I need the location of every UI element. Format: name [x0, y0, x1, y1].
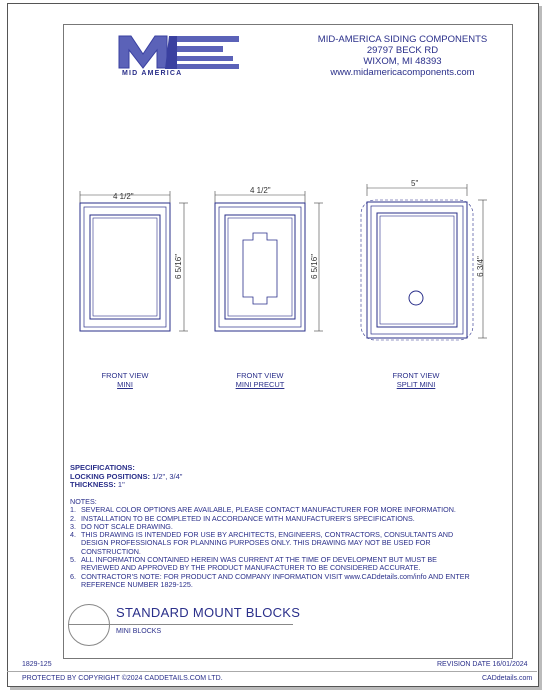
thickness-value: 1" — [115, 480, 125, 489]
mid-america-logo — [117, 34, 247, 87]
company-name: MID-AMERICA SIDING COMPONENTS — [317, 34, 488, 45]
company-website[interactable]: www.midamericacomponents.com — [330, 67, 475, 78]
caddetails-link[interactable]: CADdetails.com — [482, 675, 533, 682]
specifications — [70, 464, 182, 490]
front-view-mini-precut-drawing — [195, 185, 345, 355]
view-label-mini — [95, 371, 155, 389]
front-view-mini-drawing — [60, 185, 210, 355]
note-item: 2. INSTALLATION TO BE COMPLETED IN ACCORDANCE WITH MANUFACTURER'S SPECIFICATIONS. — [70, 513, 415, 523]
view-label-mini-precut — [225, 371, 295, 389]
view-label-split-mini — [386, 371, 446, 389]
drawing-subtitle: MINI BLOCKS — [116, 628, 162, 635]
note-item: 1. SEVERAL COLOR OPTIONS ARE AVAILABLE, PLEASE CONTACT MANUFACTURER FOR MORE INFORMATION. — [70, 505, 456, 515]
locking-value: 1/2", 3/4" — [150, 471, 183, 481]
drawing-title: STANDARD MOUNT BLOCKS — [116, 605, 301, 620]
view-label-line2: MINI — [117, 380, 133, 389]
notes — [70, 498, 470, 589]
footer-divider — [7, 671, 537, 672]
dim-height-mini: 6 5/16" — [174, 253, 184, 280]
view-label-line2: MINI PRECUT — [235, 380, 285, 389]
view-label-line1: FRONT VIEW — [101, 371, 149, 380]
dim-height-split-mini: 6 3/4" — [475, 256, 485, 277]
company-city: WIXOM, MI 48393 — [363, 56, 442, 67]
company-street: 29797 BECK RD — [366, 45, 439, 56]
view-label-line2: SPLIT MINI — [396, 380, 436, 389]
dim-width-split-mini: 5" — [411, 179, 419, 188]
title-circle — [68, 604, 110, 646]
specs-heading: SPECIFICATIONS: — [70, 463, 135, 472]
thickness-label: THICKNESS: — [70, 480, 116, 489]
note-item: 6. CONTRACTOR'S NOTE: FOR PRODUCT AND COMPANY INFORMATION VISIT www.CADdetails.com/info AND ENTER REFERENCE NUMBER 1829-125. — [70, 571, 470, 589]
reference-number: 1829-125 — [22, 661, 52, 668]
view-label-line1: FRONT VIEW — [236, 371, 284, 380]
copyright: PROTECTED BY COPYRIGHT ©2024 CADDETAILS.COM LTD. — [22, 675, 223, 682]
title-underline — [68, 624, 293, 625]
view-label-line1: FRONT VIEW — [392, 371, 440, 380]
note-item: 4. THIS DRAWING IS INTENDED FOR USE BY ARCHITECTS, ENGINEERS, CONTRACTORS, CONSULTANTS AND DESIGN PROFESSIONALS FOR PLANNING PURPOSES ONLY. THIS DRAWING MAY NOT BE USED FOR CONSTRUCTION. — [70, 530, 454, 556]
revision-date: REVISION DATE 16/01/2024 — [437, 661, 528, 668]
note-item: 3. DO NOT SCALE DRAWING. — [70, 521, 173, 531]
locking-label: LOCKING POSITIONS: — [70, 471, 151, 481]
dim-height-mini-precut: 6 5/16" — [310, 253, 320, 280]
dim-width-mini-precut: 4 1/2" — [250, 186, 271, 195]
logo-text: MID AMERICA — [122, 70, 183, 77]
dim-width-mini: 4 1/2" — [113, 192, 134, 201]
company-info — [300, 34, 505, 78]
notes-heading: NOTES: — [70, 497, 97, 506]
note-item: 5. ALL INFORMATION CONTAINED HEREIN WAS CURRENT AT THE TIME OF DEVELOPMENT BUT MUST BE REVIEWED AND APPROVED BY THE PRODUCT MANUFACTURER TO BE CONSIDERED ACCURATE. — [70, 555, 437, 573]
